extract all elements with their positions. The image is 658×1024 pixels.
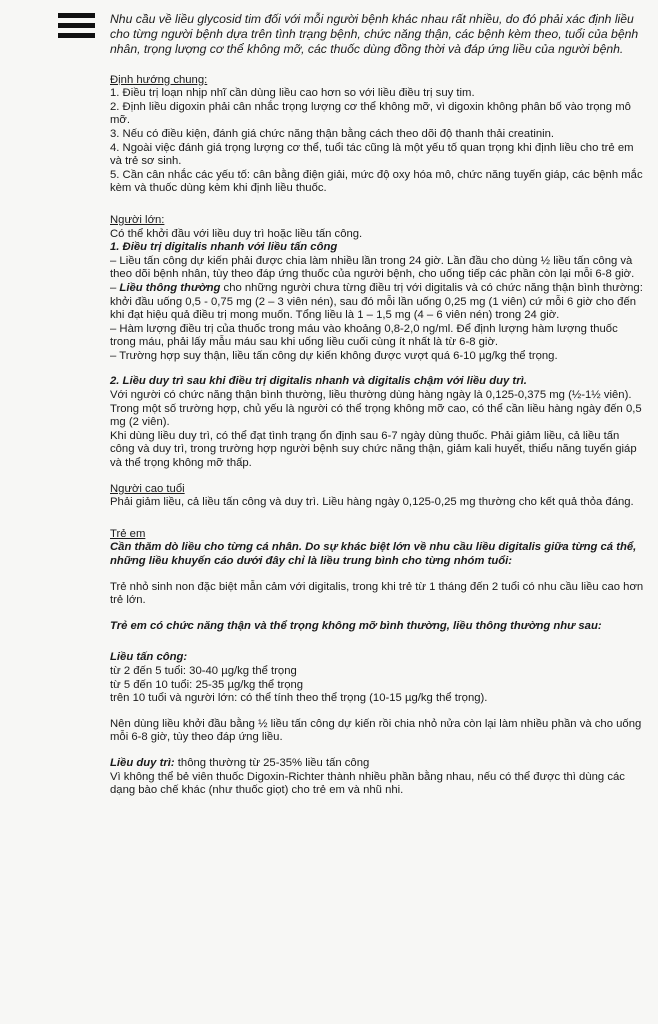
menu-icon [58,12,95,40]
children-normal-renal: Trẻ em có chức năng thận và thể trọng không mỡ bình thường, liều thông thường như sau: [110,619,602,632]
children-note: Cần thăm dò liều cho từng cá nhân. Do sự khác biệt lớn về nhu cầu liều digitalis giữa từng cá thể, những liều khuyến cáo dưới đây chỉ là liều trung bình cho từng nhóm tuổi: [110,541,637,568]
children-infant-text: Trẻ nhỏ sinh non đặc biệt mẫn cảm với digitalis, trong khi trẻ từ 1 tháng đến 2 tuổi có nhu cầu liều cao hơn trẻ lớn. [110,580,644,607]
loading-item-3: trên 10 tuổi và người lớn: có thể tính theo thể trọng (10-15 µg/kg thể trọng). [110,692,488,705]
adults-s1-p2: – Liều thông thường cho những người chưa từng điều trị với digitalis và có chức năng thận bình thường: khởi đầu uống 0,5 - 0,75 mg (2 – 3 viên nén), sau đó mỗi lần uống 0,25 mg (1 viên) cứ mỗi 6 giờ cho đến khi đạt hiệu quả điều trị mong muốn. Tổng liều là 1 – 1,5 mg (4 – 6 viên nén) trong 24 giờ. [110,281,643,322]
maintenance-note: Vì không thể bẻ viên thuốc Digoxin-Richter thành nhiều phần bằng nhau, nếu có thể được thì dùng các dạng bào chế khác (như thuốc giọt) cho trẻ em và nhũ nhi. [110,770,625,797]
maintenance-line [110,757,645,771]
children-heading: Trẻ em [110,527,146,540]
intro-paragraph: Nhu cầu về liều glycosid tim đối với mỗi người bệnh khác nhau rất nhiều, do đó phải xác định liều cho từng người bệnh dựa trên tình trạng bệnh, chức năng thận, các bệnh kèm theo, tuổi của bệnh nhân, trọng lượng cơ thể không mỡ, các thuốc dùng đồng thời và đáp ứng liều của người bệnh. [110,12,639,57]
adults-s1-p4: – Trường hợp suy thận, liều tấn công dự kiến không được vượt quá 6-10 µg/kg thể trọng. [110,349,558,362]
adults-heading: Người lớn: [110,213,165,226]
document-body [110,12,645,798]
usual-dose-label: Liều thông thường [119,281,221,294]
maintenance-dose-label: Liều duy trì: [110,756,175,769]
loading-note: Nên dùng liều khởi đầu bằng ½ liều tấn công dự kiến rồi chia nhỏ nửa còn lại làm nhiều phần và cho uống mỗi 6-8 giờ, tùy theo đáp ứng liều. [110,717,642,744]
adults-s2-p1: Với người có chức năng thận bình thường, liều thường dùng hàng ngày là 0,125-0,375 mg (½-1½ viên). Trong một số trường hợp, chủ yếu là người có thể trọng không mỡ cao, có thể cần liều hàng ngày đến 0,5 mg (2 viên). [110,389,642,429]
loading-item-2: từ 5 đến 10 tuổi: 25-35 µg/kg thể trọng [110,678,304,691]
elderly-text: Phải giảm liều, cả liều tấn công và duy trì. Liều hàng ngày 0,125-0,25 mg thường cho kết quả thỏa đáng. [110,496,634,509]
general-item-5: 5. Cần cân nhắc các yếu tố: cân bằng điện giải, mức độ oxy hóa mô, chức năng tuyến giáp, các bệnh mắc kèm và thuốc dùng kèm khi định liều thuốc. [110,168,643,195]
general-item-4: 4. Ngoài việc đánh giá trọng lượng cơ thể, tuổi tác cũng là một yếu tố quan trọng khi định liều cho trẻ em và trẻ sơ sinh. [110,141,634,168]
adults-s1-p1: – Liều tấn công dự kiến phải được chia làm nhiều lần trong 24 giờ. Lần đầu cho dùng ½ liều tấn công và theo dõi bệnh nhân, tùy theo đáp ứng thuốc của người bệnh, cho uống tiếp các phần còn lại mỗi 6-8 giờ. [110,254,635,281]
general-heading: Định hướng chung: [110,73,208,86]
adults-section2-title: 2. Liều duy trì sau khi điều trị digitalis nhanh và digitalis chậm với liều duy trì. [110,375,527,388]
adults-s2-p2: Khi dùng liều duy trì, có thể đạt tình trạng ổn định sau 6-7 ngày dùng thuốc. Phải giảm liều, cả liều tấn công và duy trì, trong trường hợp người bệnh suy chức năng thận, giảm kali huyết, thiểu năng tuyến giáp và thể trọng không mỡ thấp. [110,429,637,470]
usual-dose-text: cho những người chưa từng điều trị với digitalis và có chức năng thận bình thường: khởi đầu uống 0,5 - 0,75 mg (2 – 3 viên nén), sau đó mỗi lần uống 0,25 mg (1 viên) cứ mỗi 6 giờ cho đến khi đạt hiệu quả điều trị mong muốn. Tổng liều là 1 – 1,5 mg (4 – 6 viên nén) trong 24 giờ. [110,281,643,322]
elderly-heading: Người cao tuổi [110,482,185,495]
general-item-2: 2. Định liều digoxin phải cân nhắc trọng lượng cơ thể không mỡ, vì digoxin không phân bố vào trọng mô mỡ. [110,100,631,127]
general-item-3: 3. Nếu có điều kiện, đánh giá chức năng thận bằng cách theo dõi độ thanh thải creatinin. [110,127,555,140]
loading-item-1: từ 2 đến 5 tuổi: 30-40 µg/kg thể trọng [110,664,297,677]
adults-section1-title: 1. Điều trị digitalis nhanh với liều tấn công [110,241,338,254]
maintenance-dose-text: thông thường từ 25-35% liều tấn công [174,756,370,769]
adults-s1-p3: – Hàm lượng điều trị của thuốc trong máu vào khoảng 0,8-2,0 ng/ml. Để định lượng hàm lượng thuốc trong máu, phải lấy mẫu máu sau khi uống liều cuối cùng ít nhất là từ 6-8 giờ. [110,322,618,349]
general-item-1: 1. Điều trị loạn nhịp nhĩ cần dùng liều cao hơn so với liều điều trị suy tim. [110,87,475,100]
adults-intro: Có thể khởi đầu với liều duy trì hoặc liều tấn công. [110,227,363,240]
loading-dose-label: Liều tấn công: [110,651,188,664]
